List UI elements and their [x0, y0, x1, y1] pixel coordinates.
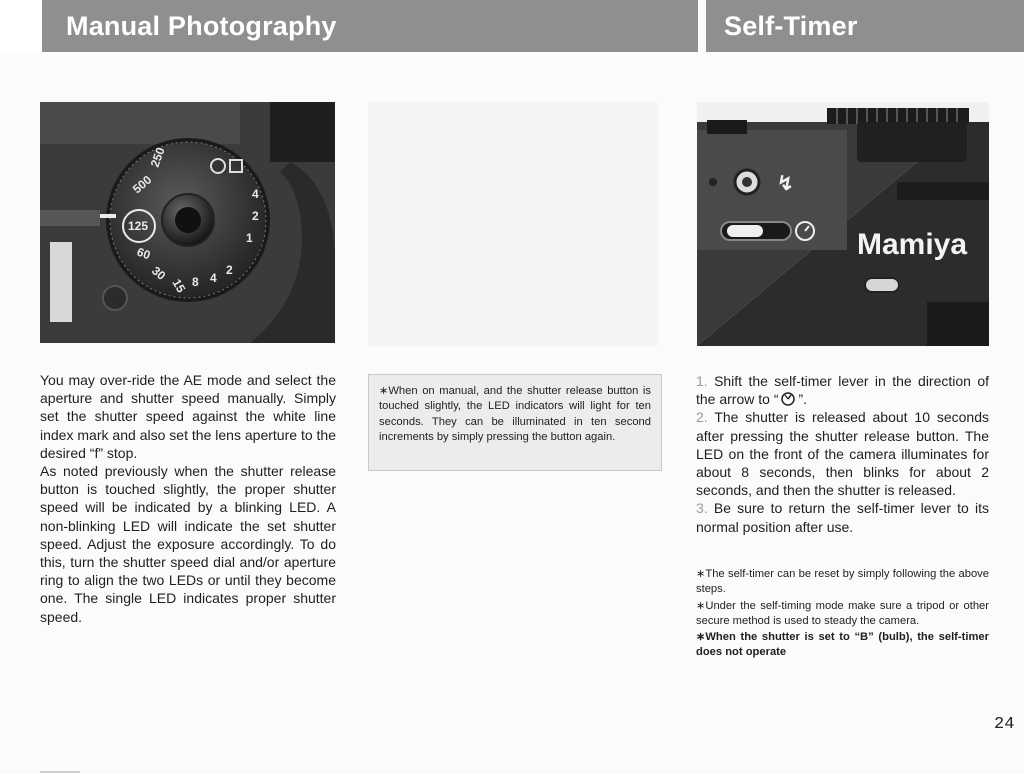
manual-photography-text	[40, 371, 336, 626]
self-timer-notes	[696, 567, 989, 662]
header-left-margin	[0, 0, 42, 52]
page-number: 24	[994, 715, 1015, 734]
step-2-number: 2.	[696, 409, 708, 426]
manual-note-box	[368, 374, 662, 471]
step-3-number: 3.	[696, 500, 708, 517]
step-3-text: Be sure to return the self-timer lever to its normal position after use.	[696, 500, 990, 535]
step-1-text-after: ”.	[798, 391, 808, 408]
shutter-dial-illustration	[40, 102, 335, 343]
self-timer-note-1: ∗The self-timer can be reset by simply following the above steps.	[696, 568, 989, 596]
self-timer-steps	[696, 372, 989, 536]
svg-text:30: 30	[149, 263, 169, 283]
step-2	[696, 408, 989, 499]
shutter-dial-photo	[40, 102, 335, 343]
step-2-text: The shutter is released about 10 seconds after pressing the shutter release button. The LED on the front of the camera illuminates for about 8 seconds, then blinks for about 2 seconds, and then the shutter is released.	[696, 409, 990, 499]
header-manual-photography: Manual Photography	[42, 0, 698, 52]
manual-note-text: ∗When on manual, and the shutter release button is touched slightly, the LED indicators will light for ten seconds. They can be illuminated in ten second increments by simply pressing the button again.	[379, 385, 651, 444]
bottom-divider	[40, 771, 80, 773]
svg-text:2: 2	[226, 263, 233, 277]
step-1-number: 1.	[696, 373, 708, 389]
self-timer-note-2: ∗Under the self-timing mode make sure a tripod or other secure method is used to steady the camera.	[696, 599, 989, 627]
blank-panel	[368, 102, 658, 346]
self-timer-illustration	[697, 102, 989, 346]
self-timer-icon	[778, 392, 798, 406]
dial-mark-125: 125	[128, 219, 149, 233]
svg-text:8: 8	[192, 275, 199, 289]
svg-text:4: 4	[210, 271, 217, 285]
svg-text:500: 500	[129, 172, 155, 197]
step-3	[696, 499, 989, 535]
svg-text:60: 60	[134, 244, 153, 263]
manual-paragraph-1: You may over-ride the AE mode and select the aperture and shutter speed manually. Simply set the shutter speed against the white line index mark and also set the lens aperture to the desired “f” stop.	[40, 372, 336, 461]
header-self-timer: Self-Timer	[706, 0, 1024, 52]
self-timer-photo	[697, 102, 989, 346]
svg-text:2: 2	[252, 209, 259, 223]
mamiya-logo: Mamiya	[857, 228, 968, 261]
manual-paragraph-2: As noted previously when the shutter release button is touched slightly, the proper shutter speed will be indicated by a blinking LED. A non-blinking LED will indicate the set shutter speed. Adjust the exposure accordingly. To do this, turn the shutter speed dial and/or aperture ring to align the two LEDs or until they become one. The single LED indicates proper shutter speed.	[40, 463, 336, 625]
svg-text:4: 4	[252, 187, 259, 201]
self-timer-bulb-note: ∗When the shutter is set to “B” (bulb), the self-timer does not operate	[696, 631, 989, 659]
step-1	[696, 372, 989, 408]
svg-text:250: 250	[147, 145, 168, 170]
svg-text:↯: ↯	[777, 173, 794, 195]
svg-text:1: 1	[246, 231, 253, 245]
svg-text:15: 15	[169, 276, 189, 296]
step-1-text-before: Shift the self-timer lever in the direction of the arrow to “	[696, 373, 989, 408]
